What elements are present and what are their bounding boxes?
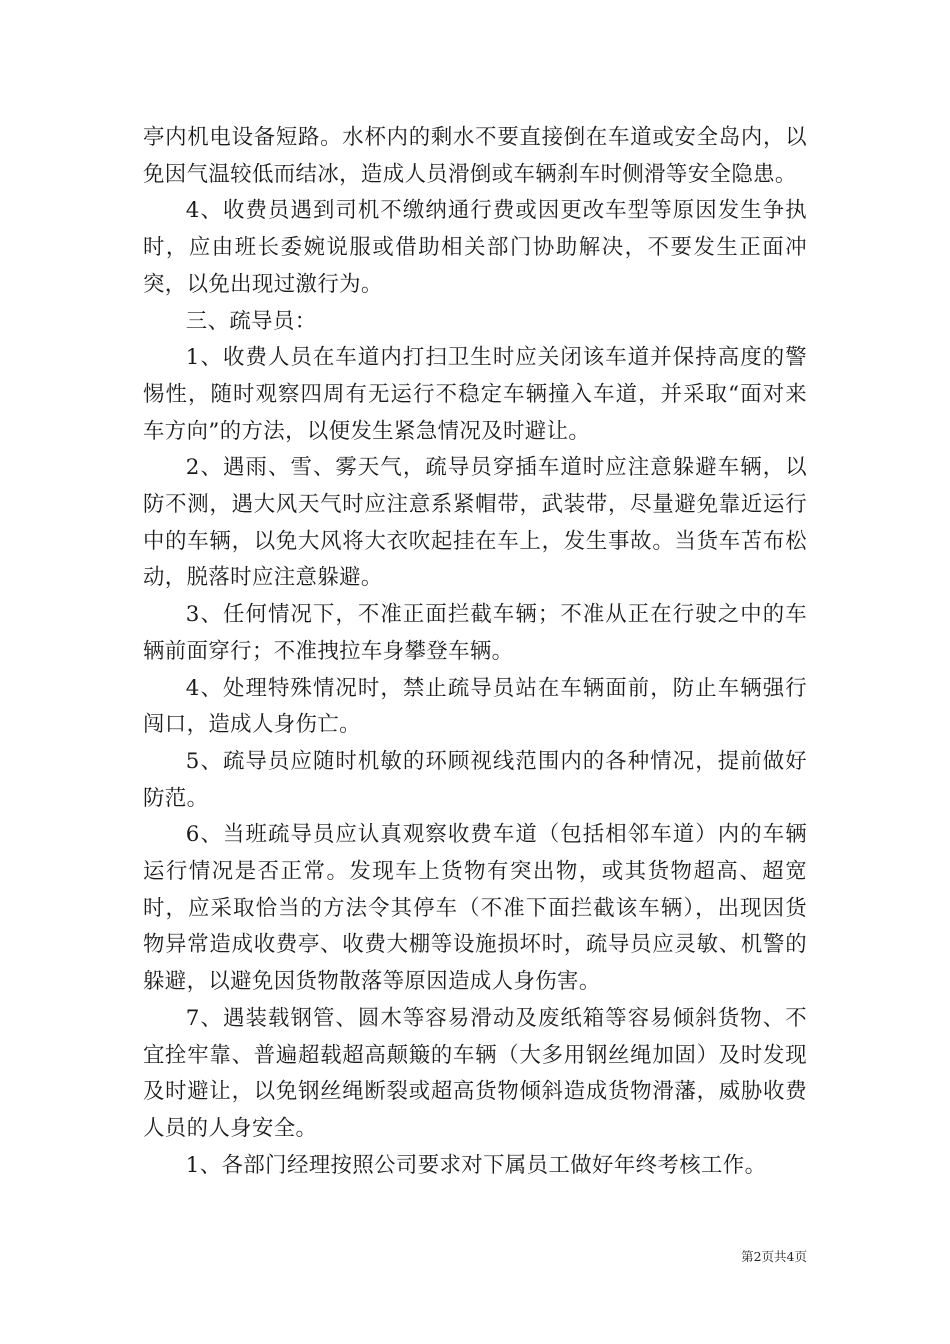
page-number-footer: 第2页共4页: [741, 1249, 807, 1264]
paragraph: 2、遇雨、雪、雾天气，疏导员穿插车道时应注意躲避车辆，以防不测，遇大风天气时应注意系紧帽带，武装带，尽量避免靠近运行中的车辆，以免大风将大衣吹起挂在车上，发生事故。当货车苫布松动，脱落时应注意躲避。: [143, 455, 807, 591]
paragraph: 3、任何情况下，不准正面拦截车辆；不准从正在行驶之中的车辆前面穿行；不准拽拉车身攀登车辆。: [143, 602, 807, 664]
paragraph: 5、疏导员应随时机敏的环顾视线范围内的各种情况，提前做好防范。: [143, 748, 807, 811]
paragraph: 4、收费员遇到司机不缴纳通行费或因更改车型等原因发生争执时，应由班长委婉说服或借助相关部门协助解决，不要发生正面冲突，以免出现过激行为。: [143, 198, 807, 297]
paragraph: 1、收费人员在车道内打扫卫生时应关闭该车道并保持高度的警惕性，随时观察四周有无运行不稳定车辆撞入车道，并采取“面对来车方向”的方法，以便发生紧急情况及时避让。: [143, 345, 807, 444]
paragraph: 6、当班疏导员应认真观察收费车道（包括相邻车道）内的车辆运行情况是否正常。发现车上货物有突出物，或其货物超高、超宽时，应采取恰当的方法令其停车（不准下面拦截该车辆），出现因货物异常造成收费亭、收费大棚等设施损坏时，疏导员应灵敏、机警的躲避，以避免因货物散落等原因造成人身伤害。: [143, 822, 807, 995]
document-body: [143, 120, 807, 1184]
paragraph: 7、遇装载钢管、圆木等容易滑动及废纸箱等容易倾斜货物、不宜拴牢靠、普遍超载超高颠簸的车辆（大多用钢丝绳加固）及时发现及时避让，以免钢丝绳断裂或超高货物倾斜造成货物滑藩，威胁收费人员的人身安全。: [143, 1005, 807, 1141]
section-heading: 三、疏导员：: [185, 308, 317, 334]
paragraph: 亭内机电设备短路。水杯内的剩水不要直接倒在车道或安全岛内，以免因气温较低而结冰，造成人员滑倒或车辆刹车时侧滑等安全隐患。: [143, 125, 807, 187]
paragraph: 1、各部门经理按照公司要求对下属员工做好年终考核工作。: [185, 1152, 767, 1178]
paragraph: 4、处理特殊情况时，禁止疏导员站在车辆面前，防止车辆强行闯口，造成人身伤亡。: [143, 675, 807, 738]
